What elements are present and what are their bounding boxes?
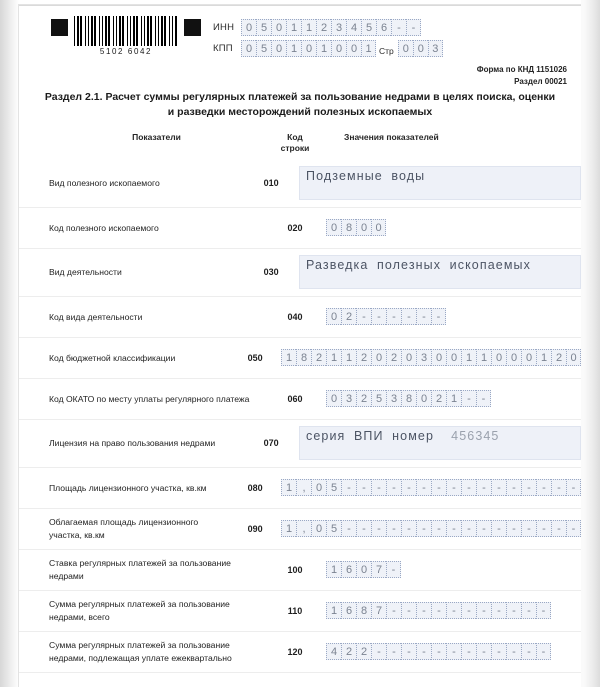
row-value xyxy=(281,349,581,366)
column-header-indicators: Показатели xyxy=(132,131,181,142)
table-row xyxy=(19,420,581,468)
row-code: 090 xyxy=(247,523,263,534)
column-header-row-code-line1: Код xyxy=(287,131,303,142)
input-cell[interactable]: 8 xyxy=(356,602,371,619)
input-cell[interactable]: 7 xyxy=(371,561,386,578)
license-prefix: серия ВПИ номер xyxy=(306,429,435,444)
input-cell[interactable]: - xyxy=(446,479,461,496)
row-code: 120 xyxy=(287,646,303,657)
input-cell[interactable]: 2 xyxy=(341,308,356,325)
table-row xyxy=(19,468,581,509)
input-cell[interactable]: 0 xyxy=(371,349,386,366)
inn-label: ИНН xyxy=(213,22,235,33)
input-cell[interactable]: 3 xyxy=(341,390,356,407)
input-cell[interactable]: - xyxy=(401,308,416,325)
input-cell[interactable]: 0 xyxy=(491,349,506,366)
table-row xyxy=(19,160,581,208)
kpp-row xyxy=(213,39,443,58)
row-value xyxy=(299,426,581,460)
input-cell[interactable]: 1 xyxy=(281,479,296,496)
input-cell[interactable]: - xyxy=(461,390,476,407)
form-code-block xyxy=(477,64,567,87)
table-row xyxy=(19,550,581,591)
input-cell[interactable]: 0 xyxy=(401,349,416,366)
input-cell[interactable]: 6 xyxy=(376,19,391,36)
input-cell[interactable]: 2 xyxy=(431,390,446,407)
input-cell[interactable]: 0 xyxy=(416,390,431,407)
row-value-input[interactable] xyxy=(326,602,551,619)
input-cell[interactable]: - xyxy=(476,602,491,619)
input-cell[interactable]: - xyxy=(476,643,491,660)
row-label: Лицензия на право пользования недрами xyxy=(49,438,216,449)
row-code: 040 xyxy=(287,311,303,322)
input-cell[interactable]: 3 xyxy=(386,390,401,407)
input-cell[interactable]: 5 xyxy=(256,40,271,57)
row-code: 110 xyxy=(287,605,303,616)
input-cell[interactable]: - xyxy=(386,643,401,660)
input-cell[interactable]: 1 xyxy=(286,19,301,36)
page-title: Раздел 2.1. Расчет суммы регулярных платежей за пользование недрами в целях поиска, оценки и разведки месторождений полезных ископаемых xyxy=(44,91,556,118)
input-cell[interactable]: 6 xyxy=(341,602,356,619)
input-cell[interactable]: , xyxy=(296,479,311,496)
input-cell[interactable]: - xyxy=(416,643,431,660)
input-cell[interactable]: - xyxy=(506,520,521,537)
input-cell[interactable]: 3 xyxy=(416,349,431,366)
input-cell[interactable]: 0 xyxy=(356,219,371,236)
input-cell[interactable]: 5 xyxy=(326,520,341,537)
input-cell[interactable]: - xyxy=(356,479,371,496)
input-cell[interactable]: - xyxy=(491,643,506,660)
kpp-input[interactable] xyxy=(241,40,376,57)
input-cell[interactable]: 3 xyxy=(428,40,443,57)
row-value-input[interactable] xyxy=(326,561,401,578)
row-code: 080 xyxy=(247,482,263,493)
input-cell[interactable]: - xyxy=(461,479,476,496)
row-value xyxy=(326,308,581,325)
input-cell[interactable]: 0 xyxy=(271,40,286,57)
input-cell[interactable]: 0 xyxy=(506,349,521,366)
row-code: 010 xyxy=(263,178,279,189)
input-cell[interactable]: 0 xyxy=(331,40,346,57)
input-cell[interactable]: 4 xyxy=(326,643,341,660)
row-code: 100 xyxy=(287,564,303,575)
column-header-row-code-line2: строки xyxy=(280,142,310,153)
input-cell[interactable]: 5 xyxy=(256,19,271,36)
input-cell[interactable]: 0 xyxy=(301,40,316,57)
input-cell[interactable]: - xyxy=(356,520,371,537)
barcode-bars-icon xyxy=(74,16,178,46)
page-right-gutter xyxy=(581,0,600,687)
row-label: Код ОКАТО по месту уплаты регулярного платежа xyxy=(49,393,250,404)
column-header-values: Значения показателей xyxy=(344,131,439,142)
input-cell[interactable]: 2 xyxy=(551,349,566,366)
form-rows xyxy=(19,160,581,673)
input-cell[interactable]: - xyxy=(566,479,581,496)
input-cell[interactable]: 0 xyxy=(326,308,341,325)
input-cell[interactable]: - xyxy=(386,602,401,619)
row-label: Вид деятельности xyxy=(49,267,122,278)
input-cell[interactable]: - xyxy=(386,308,401,325)
input-cell[interactable]: 3 xyxy=(331,19,346,36)
input-cell[interactable]: 1 xyxy=(341,349,356,366)
input-cell[interactable]: 2 xyxy=(356,349,371,366)
input-cell[interactable]: - xyxy=(476,520,491,537)
row-value-input[interactable] xyxy=(326,308,446,325)
row-label: Площадь лицензионного участка, кв.км xyxy=(49,482,207,493)
input-cell[interactable]: - xyxy=(506,602,521,619)
input-cell[interactable]: 8 xyxy=(296,349,311,366)
row-code: 060 xyxy=(287,393,303,404)
row-value-textbox[interactable]: Подземные воды xyxy=(299,166,581,200)
input-cell[interactable]: - xyxy=(521,520,536,537)
kpp-label: КПП xyxy=(213,43,233,54)
page-label: Стр xyxy=(379,46,394,56)
row-value xyxy=(281,520,581,537)
input-cell[interactable]: - xyxy=(491,479,506,496)
barcode-number: 5102 6042 xyxy=(99,47,153,56)
input-cell[interactable]: - xyxy=(406,19,421,36)
input-cell[interactable]: 5 xyxy=(326,479,341,496)
input-cell[interactable]: 6 xyxy=(341,561,356,578)
table-row xyxy=(19,208,581,249)
input-cell[interactable]: - xyxy=(446,643,461,660)
input-cell[interactable]: 0 xyxy=(398,40,413,57)
input-cell[interactable]: - xyxy=(431,520,446,537)
input-cell[interactable]: - xyxy=(461,520,476,537)
input-cell[interactable]: 2 xyxy=(356,643,371,660)
input-cell[interactable]: , xyxy=(296,520,311,537)
input-cell[interactable]: - xyxy=(401,643,416,660)
input-cell[interactable]: - xyxy=(491,520,506,537)
input-cell[interactable]: 0 xyxy=(311,520,326,537)
input-cell[interactable]: 1 xyxy=(536,349,551,366)
input-cell[interactable]: - xyxy=(551,479,566,496)
row-code: 030 xyxy=(263,267,279,278)
input-cell[interactable]: 1 xyxy=(286,40,301,57)
input-cell[interactable]: 1 xyxy=(301,19,316,36)
row-value-input[interactable] xyxy=(281,520,581,537)
input-cell[interactable]: 2 xyxy=(386,349,401,366)
input-cell[interactable]: - xyxy=(341,479,356,496)
table-header xyxy=(19,132,581,154)
input-cell[interactable]: 0 xyxy=(371,219,386,236)
row-value-textbox[interactable]: Разведка полезных ископаемых xyxy=(299,255,581,289)
input-cell[interactable]: 0 xyxy=(241,40,256,57)
form-header xyxy=(19,6,581,86)
row-value xyxy=(326,390,581,407)
row-label: Код бюджетной классификации xyxy=(49,352,176,363)
barcode-marker-right-icon xyxy=(184,19,201,36)
input-cell[interactable]: 1 xyxy=(326,349,341,366)
input-cell[interactable]: 1 xyxy=(326,602,341,619)
input-cell[interactable]: - xyxy=(431,479,446,496)
input-cell[interactable]: - xyxy=(566,520,581,537)
row-value-input[interactable] xyxy=(281,479,581,496)
input-cell[interactable]: 0 xyxy=(271,19,286,36)
row-label: Облагаемая площадь лицензионного участка, кв.км xyxy=(49,517,199,540)
table-row xyxy=(19,379,581,420)
input-cell[interactable]: - xyxy=(356,308,371,325)
input-cell[interactable]: 0 xyxy=(326,390,341,407)
input-cell[interactable]: - xyxy=(416,308,431,325)
page-number-input[interactable] xyxy=(398,40,443,57)
input-cell[interactable]: 1 xyxy=(326,561,341,578)
input-cell[interactable]: 8 xyxy=(401,390,416,407)
input-cell[interactable]: - xyxy=(416,479,431,496)
row-value xyxy=(281,479,581,496)
input-cell[interactable]: 0 xyxy=(413,40,428,57)
input-cell[interactable]: - xyxy=(416,602,431,619)
input-cell[interactable]: - xyxy=(536,643,551,660)
row-value xyxy=(326,561,581,578)
input-cell[interactable]: - xyxy=(386,520,401,537)
row-code: 070 xyxy=(263,438,279,449)
input-cell[interactable]: - xyxy=(401,602,416,619)
row-value-input[interactable] xyxy=(326,643,551,660)
row-code: 020 xyxy=(287,222,303,233)
row-value xyxy=(326,602,581,619)
input-cell[interactable]: - xyxy=(416,520,431,537)
table-row xyxy=(19,632,581,673)
license-number[interactable]: 456345 xyxy=(434,429,500,444)
input-cell[interactable]: 7 xyxy=(371,602,386,619)
table-row xyxy=(19,338,581,379)
input-cell[interactable]: 0 xyxy=(431,349,446,366)
input-cell[interactable]: - xyxy=(431,643,446,660)
input-cell[interactable]: - xyxy=(521,479,536,496)
input-cell[interactable]: - xyxy=(536,602,551,619)
input-cell[interactable]: 5 xyxy=(361,19,376,36)
inn-input[interactable] xyxy=(241,19,421,36)
row-label: Ставка регулярных платежей за пользование недрами xyxy=(49,558,231,581)
input-cell[interactable]: 1 xyxy=(361,40,376,57)
input-cell[interactable]: - xyxy=(401,479,416,496)
input-cell[interactable]: - xyxy=(506,479,521,496)
row-value-input[interactable] xyxy=(281,349,581,366)
input-cell[interactable]: - xyxy=(371,520,386,537)
input-cell[interactable]: - xyxy=(371,643,386,660)
form-section-code: Раздел 00021 xyxy=(514,76,567,86)
identification-block xyxy=(213,16,443,60)
input-cell[interactable]: - xyxy=(506,643,521,660)
input-cell[interactable]: 8 xyxy=(341,219,356,236)
input-cell[interactable]: - xyxy=(551,520,566,537)
input-cell[interactable]: 0 xyxy=(241,19,256,36)
input-cell[interactable]: - xyxy=(391,19,406,36)
row-label: Код полезного ископаемого xyxy=(49,222,159,233)
input-cell[interactable]: - xyxy=(476,390,491,407)
input-cell[interactable]: 1 xyxy=(446,390,461,407)
input-cell[interactable]: - xyxy=(536,479,551,496)
barcode xyxy=(74,16,178,56)
input-cell[interactable]: 2 xyxy=(341,643,356,660)
row-value xyxy=(326,643,581,660)
input-cell[interactable]: 1 xyxy=(281,349,296,366)
input-cell[interactable]: - xyxy=(461,602,476,619)
input-cell[interactable]: 2 xyxy=(311,349,326,366)
form-knd-code: Форма по КНД 1151026 xyxy=(476,65,567,74)
input-cell[interactable]: 0 xyxy=(356,561,371,578)
input-cell[interactable]: 0 xyxy=(326,219,341,236)
input-cell[interactable]: 0 xyxy=(446,349,461,366)
form-paper xyxy=(19,5,581,687)
input-cell[interactable]: - xyxy=(371,479,386,496)
input-cell[interactable]: - xyxy=(431,602,446,619)
row-value-input[interactable] xyxy=(326,390,491,407)
input-cell[interactable]: - xyxy=(446,520,461,537)
input-cell[interactable]: 2 xyxy=(356,390,371,407)
input-cell[interactable]: - xyxy=(521,643,536,660)
input-cell[interactable]: 1 xyxy=(476,349,491,366)
input-cell[interactable]: 1 xyxy=(461,349,476,366)
input-cell[interactable]: - xyxy=(446,602,461,619)
row-value-license-box[interactable] xyxy=(299,426,581,460)
input-cell[interactable]: 4 xyxy=(346,19,361,36)
input-cell[interactable]: 0 xyxy=(346,40,361,57)
table-row xyxy=(19,249,581,297)
input-cell[interactable]: - xyxy=(371,308,386,325)
row-code: 050 xyxy=(247,352,263,363)
input-cell[interactable]: - xyxy=(491,602,506,619)
input-cell[interactable]: 2 xyxy=(316,19,331,36)
input-cell[interactable]: - xyxy=(521,602,536,619)
row-label: Вид полезного ископаемого xyxy=(49,178,160,189)
row-value-input[interactable] xyxy=(326,219,386,236)
row-label: Код вида деятельности xyxy=(49,311,143,322)
input-cell[interactable]: - xyxy=(461,643,476,660)
input-cell[interactable]: 0 xyxy=(521,349,536,366)
row-value xyxy=(299,166,581,200)
input-cell[interactable]: - xyxy=(401,520,416,537)
row-label: Сумма регулярных платежей за пользование недрами, подлежащая уплате ежеквартально xyxy=(49,640,232,663)
input-cell[interactable]: 1 xyxy=(281,520,296,537)
inn-row xyxy=(213,18,443,37)
input-cell[interactable]: - xyxy=(341,520,356,537)
column-header-row-code xyxy=(264,132,326,154)
input-cell[interactable]: - xyxy=(386,479,401,496)
input-cell[interactable]: - xyxy=(536,520,551,537)
barcode-marker-left-icon xyxy=(51,19,68,36)
input-cell[interactable]: 1 xyxy=(316,40,331,57)
row-label: Сумма регулярных платежей за пользование недрами, всего xyxy=(49,599,230,622)
input-cell[interactable]: - xyxy=(386,561,401,578)
input-cell[interactable]: 0 xyxy=(311,479,326,496)
input-cell[interactable]: - xyxy=(431,308,446,325)
table-row xyxy=(19,297,581,338)
table-row xyxy=(19,509,581,550)
input-cell[interactable]: 0 xyxy=(566,349,581,366)
row-value xyxy=(299,255,581,289)
row-value xyxy=(326,219,581,236)
table-row xyxy=(19,591,581,632)
input-cell[interactable]: - xyxy=(476,479,491,496)
input-cell[interactable]: 5 xyxy=(371,390,386,407)
